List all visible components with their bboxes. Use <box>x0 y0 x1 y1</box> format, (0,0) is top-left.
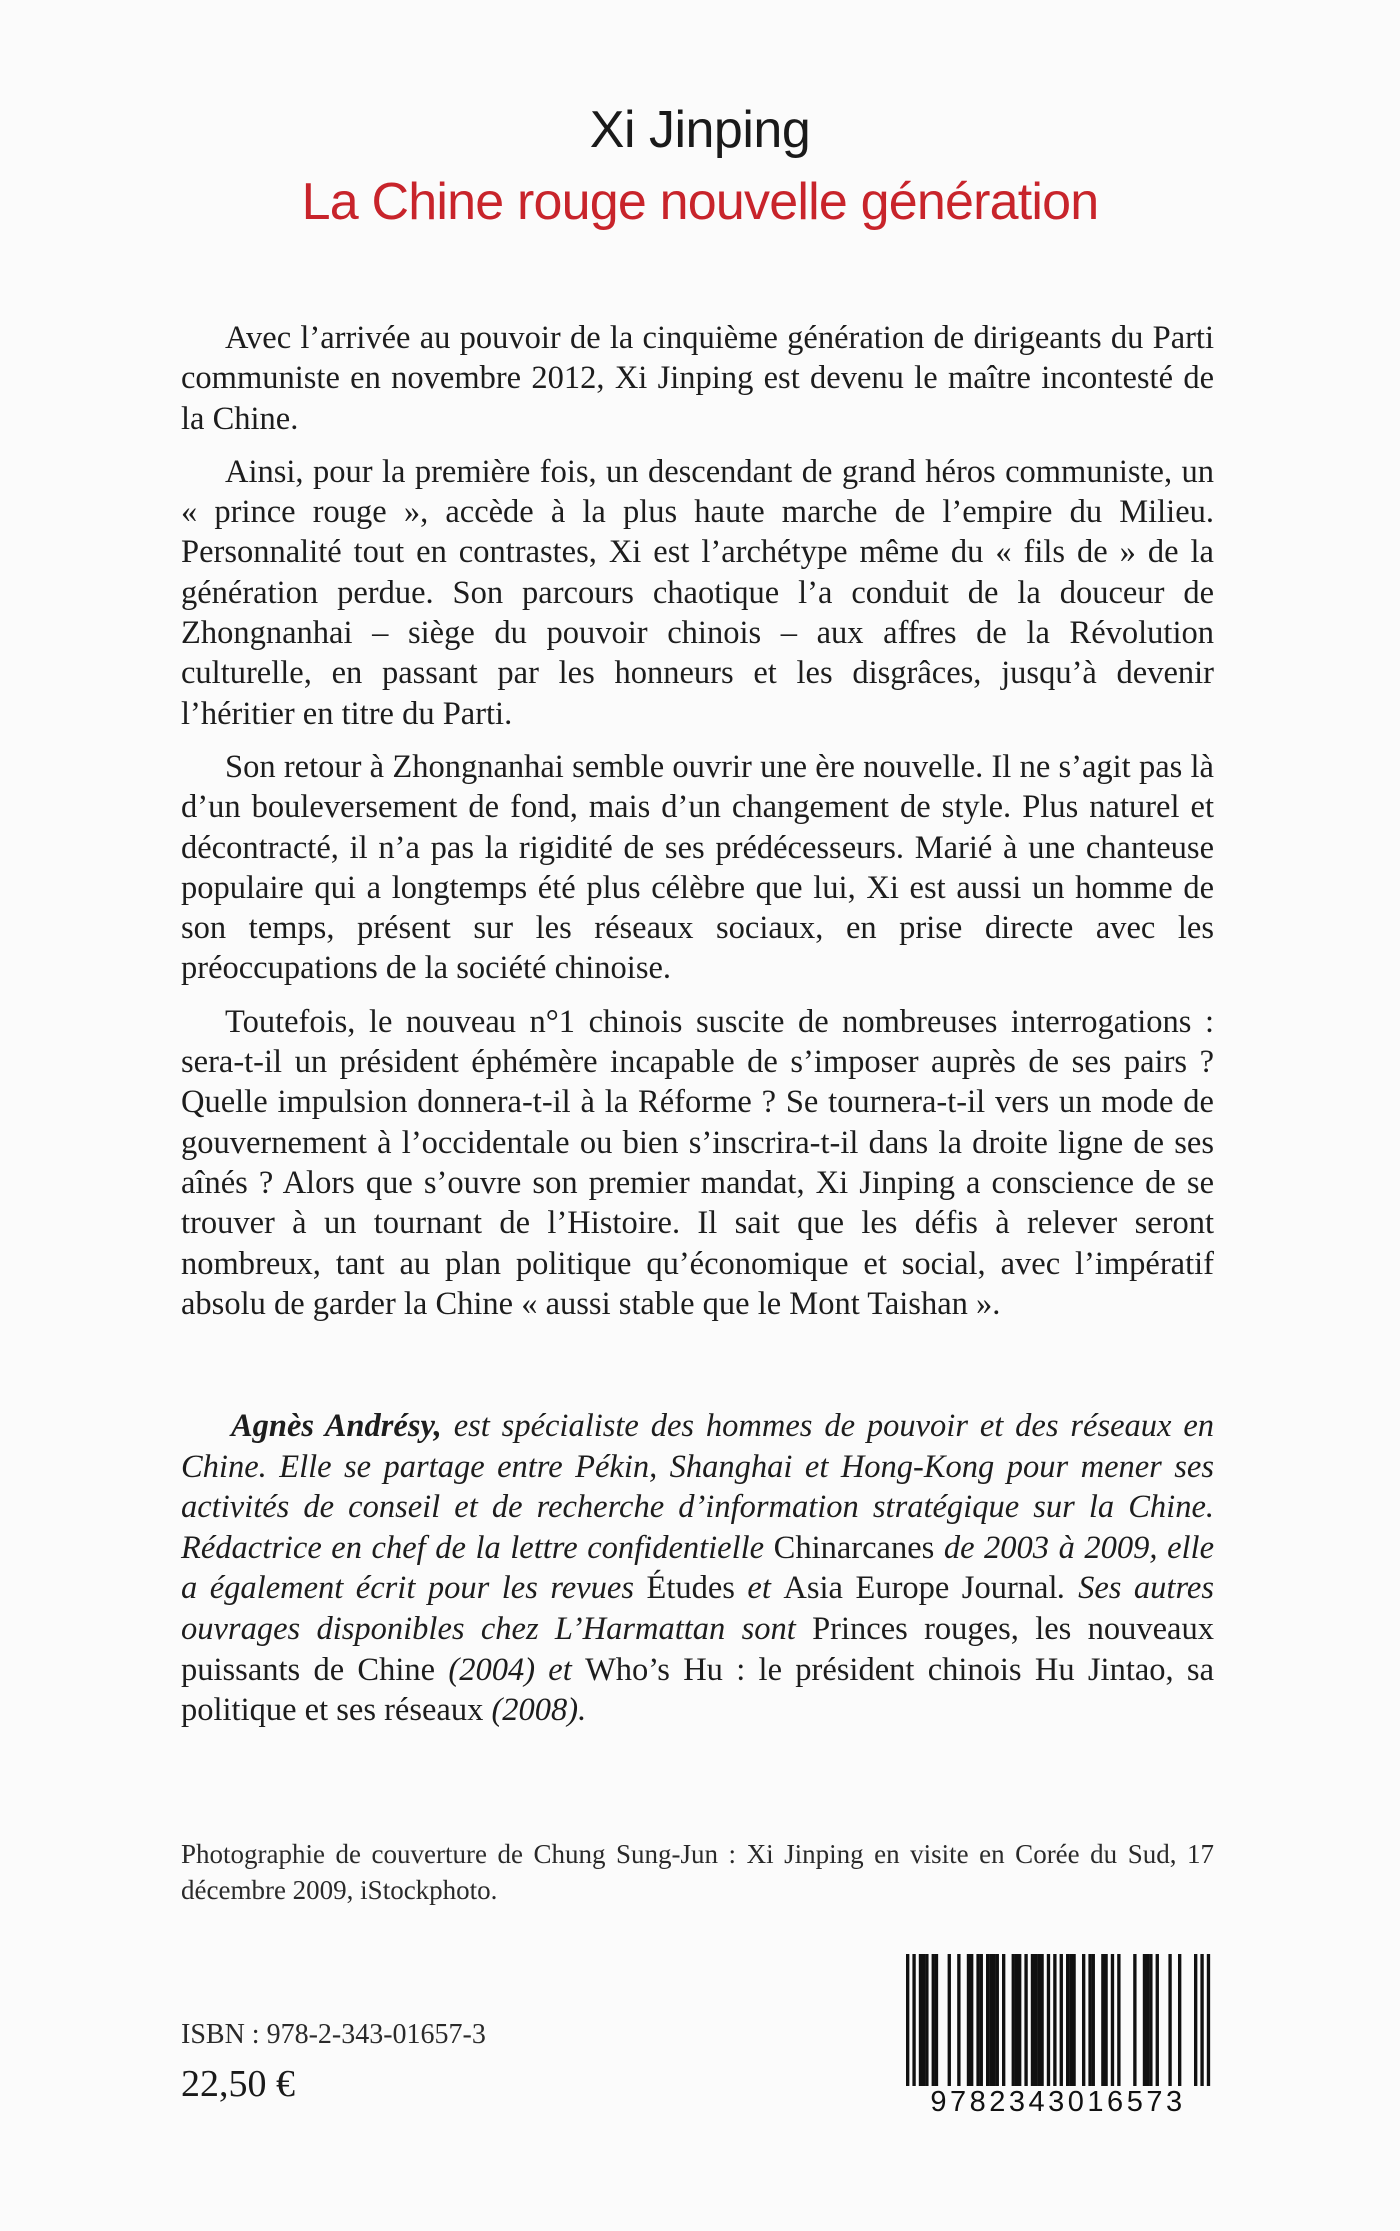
price-label: 22,50 € <box>181 2063 295 2105</box>
photo-credit: Photographie de couverture de Chung Sung-Jun : Xi Jinping en visite en Corée du Sud, 17 décembre 2009, iStockphoto. <box>181 1839 1214 1905</box>
barcode-bar <box>1117 1954 1120 2086</box>
barcode-bar <box>1101 1954 1104 2086</box>
barcode-bar <box>906 1954 909 2094</box>
bio-title-ref: Who’s Hu : le président chinois Hu Jintao, sa politique et ses réseaux <box>181 1651 1215 1729</box>
bio-text: . Ses autres ouvrages disponibles chez L’Harmattan sont <box>181 1570 1214 1647</box>
bio-title-ref: Chinarcanes <box>773 1529 935 1566</box>
barcode-digits: 9782343016573 <box>888 2086 1228 2119</box>
barcode-bars <box>888 1954 1228 2094</box>
blurb-text <box>181 318 1214 1337</box>
barcode <box>888 1954 1228 2124</box>
barcode-bar <box>1040 1954 1043 2086</box>
barcode-bar <box>1066 1954 1069 2086</box>
barcode-bar <box>1060 1954 1063 2094</box>
barcode-bar <box>1207 1954 1210 2094</box>
barcode-bar <box>1149 1954 1152 2086</box>
barcode-bar <box>1111 1954 1114 2086</box>
barcode-bar <box>1168 1954 1171 2086</box>
barcode-bar <box>932 1954 935 2086</box>
author-name: Agnès Andrésy, <box>231 1408 442 1444</box>
barcode-bar <box>970 1954 973 2086</box>
bio-text: de 2003 à 2009, elle a également écrit pour les revues <box>181 1529 1214 1607</box>
barcode-bar <box>1053 1954 1056 2094</box>
barcode-bar <box>925 1954 928 2086</box>
barcode-bar <box>1146 1954 1149 2086</box>
barcode-bar <box>1200 1954 1203 2094</box>
barcode-bar <box>935 1954 938 2086</box>
barcode-bar <box>1072 1954 1075 2086</box>
barcode-bar <box>1002 1954 1005 2086</box>
bio-text: et <box>734 1570 784 1607</box>
barcode-bar <box>1082 1954 1085 2086</box>
author-bio-paragraph <box>181 1406 1214 1731</box>
blurb-paragraph: Ainsi, pour la première fois, un descendant de grand héros communiste, un « prince rouge », accède à la plus haute marche de l’empire du Milieu. Personnalité tout en contrastes, Xi est l’archétype même du « fils de » de la génération perdue. Son parcours chaotique l’a conduit de la douceur de Zhongnanhai – siège du pouvoir chinois – aux affres de la Révolution culturelle, en passant par les honneurs et les disgrâces, jusqu’à devenir l’héritier en titre du Parti. <box>181 453 1214 732</box>
barcode-bar <box>1031 1954 1034 2086</box>
barcode-bar <box>992 1954 995 2086</box>
barcode-bar <box>1092 1954 1095 2086</box>
barcode-bar <box>922 1954 925 2086</box>
barcode-bar <box>1018 1954 1021 2086</box>
barcode-bar <box>1024 1954 1027 2086</box>
barcode-bar <box>976 1954 979 2086</box>
isbn-label: ISBN : 978-2-343-01657-3 <box>181 2019 486 2050</box>
barcode-bar <box>1012 1954 1015 2086</box>
barcode-bar <box>1034 1954 1037 2086</box>
barcode-bar <box>1104 1954 1107 2086</box>
barcode-bar <box>967 1954 970 2086</box>
barcode-bar <box>989 1954 992 2086</box>
barcode-bar <box>986 1954 989 2086</box>
book-subtitle: La Chine rouge nouvelle génération <box>301 173 1099 231</box>
bio-text: (2004) et <box>435 1651 586 1688</box>
barcode-bar <box>919 1954 922 2086</box>
barcode-bar <box>1047 1954 1050 2086</box>
barcode-bar <box>1178 1954 1181 2086</box>
barcode-bar <box>1143 1954 1146 2086</box>
barcode-bar <box>1069 1954 1072 2086</box>
barcode-bar <box>1088 1954 1091 2086</box>
barcode-bar <box>980 1954 983 2086</box>
barcode-bar <box>1194 1954 1197 2086</box>
blurb-paragraph: Toutefois, le nouveau n°1 chinois suscite de nombreuses interrogations : sera-t-il un président éphémère incapable de s’imposer auprès de ses pairs ? Quelle impulsion donnera-t-il à la Réforme ? Se tournera-t-il vers un mode de gouvernement à l’occidentale ou bien s’inscrira-t-il dans la droite ligne de ses aînés ? Alors que s’ouvre son premier mandat, Xi Jinping a conscience de se trouver à un tournant de l’Histoire. Il sait que les défis à relever seront nombreux, tant au plan politique qu’économique et social, avec l’impératif absolu de garder la Chine « aussi stable que le Mont Taishan ». <box>181 1003 1214 1322</box>
bio-text: (2008). <box>483 1692 587 1729</box>
blurb-paragraph: Son retour à Zhongnanhai semble ouvrir une ère nouvelle. Il ne s’agit pas là d’un bouleversement de fond, mais d’un changement de style. Plus naturel et décontracté, il n’a pas la rigidité de ses prédécesseurs. Marié à une chanteuse populaire qui a longtemps été plus célèbre que lui, Xi est aussi un homme de son temps, présent sur les réseaux sociaux, en prise directe avec les préoccupations de la société chinoise. <box>181 748 1214 987</box>
bio-title-ref: Asia Europe Journal <box>783 1570 1058 1607</box>
barcode-bar <box>912 1954 915 2094</box>
bio-title-ref: Études <box>646 1570 735 1607</box>
barcode-bar <box>948 1954 951 2086</box>
barcode-bar <box>957 1954 960 2086</box>
barcode-bar <box>1133 1954 1136 2086</box>
barcode-bar <box>1156 1954 1159 2086</box>
barcode-bar <box>1037 1954 1040 2086</box>
bio-title-ref: Princes rouges, les nouveaux puissants de Chine <box>181 1610 1214 1688</box>
barcode-bar <box>1015 1954 1018 2086</box>
blurb-paragraph: Avec l’arrivée au pouvoir de la cinquième génération de dirigeants du Parti communiste en novembre 2012, Xi Jinping est devenu le maître incontesté de la Chine. <box>181 320 1214 437</box>
author-bio <box>181 1406 1214 1731</box>
book-title: Xi Jinping <box>589 101 811 159</box>
barcode-bar <box>996 1954 999 2086</box>
bio-text: est spécialiste des hommes de pouvoir et des réseaux en Chine. Elle se partage entre Pékin, Shanghai et Hong-Kong pour mener ses activités de conseil et de recherche d’information stratégique sur la Chine. Rédactrice en chef de la lettre confidentielle <box>181 1408 1214 1566</box>
